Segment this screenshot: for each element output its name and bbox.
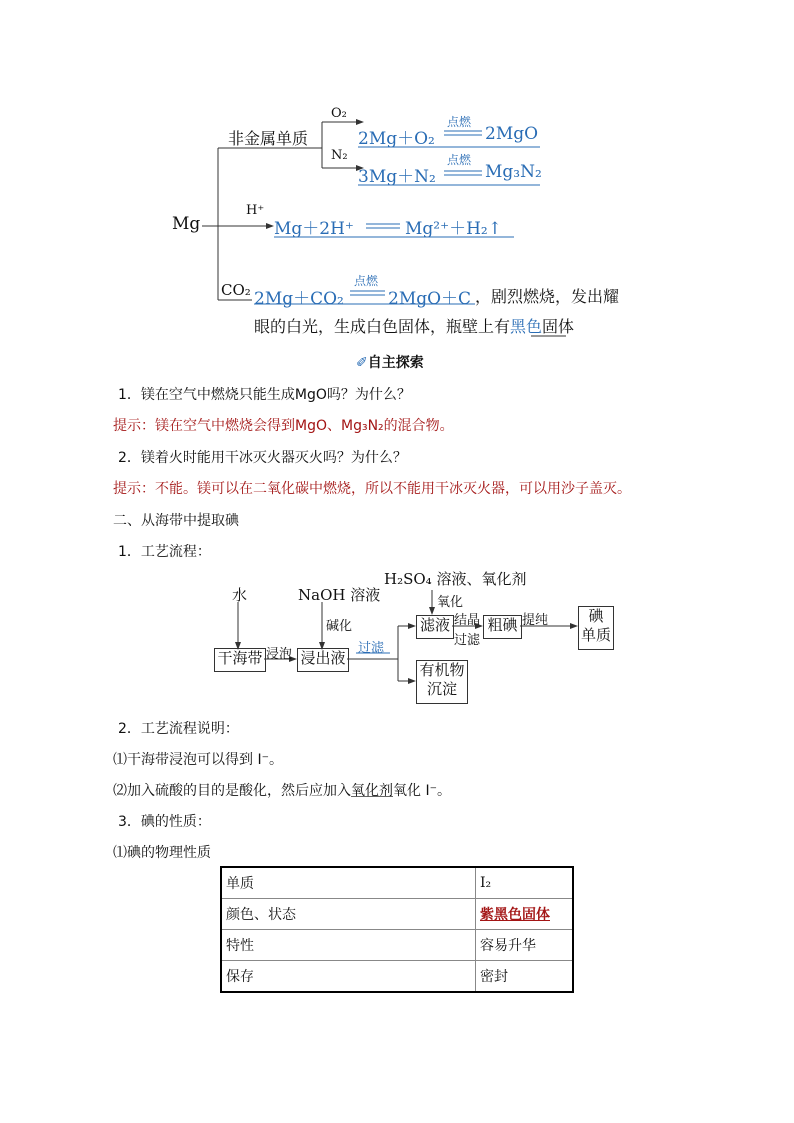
- table-row: [221, 930, 573, 961]
- r4-description-2: 眼的白光，生成白色固体，瓶壁上有黑色固体: [254, 317, 575, 336]
- flow-jianhua: 碱化: [326, 619, 353, 634]
- section-2-title: 二、从海带中提取碘: [113, 513, 239, 529]
- flow-jiejing: 结晶: [454, 613, 481, 628]
- table-cell: I₂: [476, 867, 574, 899]
- flow-jinpao: 浸泡: [266, 647, 293, 662]
- box-lvye: 滤液: [416, 615, 454, 639]
- r1-condition: 点燃: [447, 115, 472, 129]
- table-row: [221, 899, 573, 930]
- table-cell: 密封: [476, 961, 574, 993]
- n2-label: N₂: [331, 148, 348, 163]
- table-row: [221, 867, 573, 899]
- physical-properties-title: ⑴碘的物理性质: [113, 845, 211, 861]
- question-2: 2．镁着火时能用干冰灭火器灭火吗？为什么？: [118, 450, 407, 466]
- r4-left: 2Mg＋CO₂: [254, 289, 344, 309]
- co2-label: CO₂: [221, 281, 251, 299]
- box-organic-line2: 沉淀: [426, 679, 457, 698]
- r4-condition: 点燃: [354, 274, 379, 288]
- flow-desc-1: ⑴干海带浸泡可以得到 I⁻。: [113, 752, 283, 768]
- section-tag: ✐自主探索: [356, 355, 424, 371]
- table-cell: 容易升华: [476, 930, 574, 961]
- box-iodine: [578, 606, 614, 650]
- flow-desc-title: 2．工艺流程说明：: [118, 721, 239, 737]
- box-ganhaidai: 干海带: [214, 648, 266, 672]
- flow-desc-2: ⑵加入硫酸的目的是酸化，然后应加入氧化剂氧化 I⁻。: [113, 783, 451, 799]
- r3-left: Mg＋2H⁺: [274, 219, 354, 239]
- r1-left: 2Mg＋O₂: [358, 129, 435, 149]
- question-1: 1．镁在空气中燃烧只能生成MgO吗？为什么？: [118, 387, 411, 403]
- table-cell: 保存: [221, 961, 476, 993]
- o2-label: O₂: [331, 106, 347, 121]
- table-cell: 紫黑色固体: [476, 899, 574, 930]
- table-cell: 颜色、状态: [221, 899, 476, 930]
- r4-description-1: ，剧烈燃烧，发出耀: [475, 287, 620, 306]
- box-iodine-line1: 碘: [588, 607, 604, 625]
- box-organic: [416, 660, 468, 704]
- h-plus-label: H⁺: [246, 203, 265, 218]
- r2-left: 3Mg＋N₂: [358, 167, 436, 187]
- flow-water: 水: [232, 586, 248, 604]
- box-organic-line1: 有机物: [419, 661, 465, 679]
- table-cell: 特性: [221, 930, 476, 961]
- answer-2: 提示：不能。镁可以在二氧化碳中燃烧，所以不能用干冰灭火器，可以用沙子盖灭。: [113, 481, 631, 497]
- answer-1: 提示：镁在空气中燃烧会得到MgO、Mg₃N₂的混合物。: [113, 418, 454, 434]
- mg-label: Mg: [172, 214, 201, 234]
- flow-naoh: NaOH 溶液: [298, 586, 381, 604]
- flow-guolv2: 过滤: [454, 633, 481, 648]
- box-jinchuye: 浸出液: [297, 648, 349, 672]
- flow-tichun: 提纯: [522, 613, 549, 628]
- table-row: [221, 961, 573, 993]
- flow-h2so4: H₂SO₄ 溶液、氧化剂: [384, 570, 527, 588]
- iodine-properties-table: [220, 866, 574, 993]
- box-iodine-line2: 单质: [580, 625, 611, 644]
- r3-right: Mg²⁺＋H₂↑: [405, 219, 502, 239]
- properties-title: 3．碘的性质：: [118, 814, 211, 830]
- r1-right: 2MgO: [485, 124, 539, 144]
- r2-right: Mg₃N₂: [485, 162, 542, 182]
- nonmetal-label: 非金属单质: [228, 129, 309, 148]
- flow-yanghua: 氧化: [437, 595, 464, 610]
- table-cell: 单质: [221, 867, 476, 899]
- box-cudian: 粗碘: [483, 615, 522, 639]
- flow-title: 1．工艺流程：: [118, 544, 211, 560]
- flow-guolv: 过滤: [358, 641, 385, 656]
- r2-condition: 点燃: [447, 153, 472, 167]
- r4-right: 2MgO＋C: [388, 289, 472, 309]
- pen-icon: ✐: [356, 355, 368, 371]
